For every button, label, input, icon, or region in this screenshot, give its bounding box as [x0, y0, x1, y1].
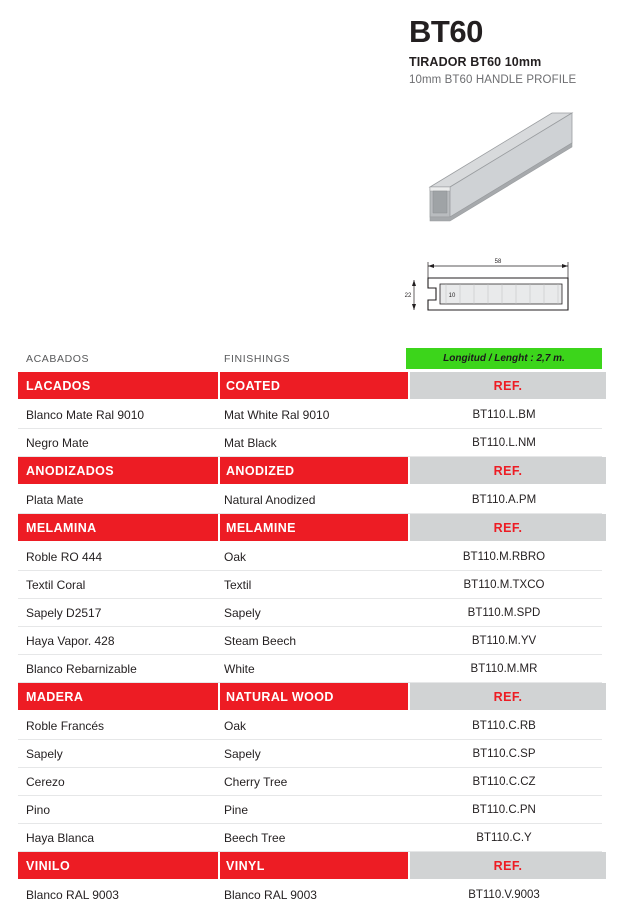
- finish-name-es: Negro Mate: [18, 429, 218, 457]
- category-label-es: MELAMINA: [18, 514, 218, 543]
- finish-name-en: Cherry Tree: [218, 768, 406, 796]
- finish-name-en: Natural Anodized: [218, 486, 406, 514]
- finish-reference: BT110.A.PM: [406, 486, 602, 514]
- category-ref-header: REF.: [408, 852, 606, 881]
- table-row: [18, 429, 610, 457]
- header-text-block: [409, 16, 619, 86]
- table-row: [18, 599, 610, 627]
- finish-reference: BT110.C.RB: [406, 712, 602, 740]
- column-header-es: ACABADOS: [26, 353, 90, 365]
- finish-name-en: Beech Tree: [218, 824, 406, 852]
- finish-name-es: Sapely D2517: [18, 599, 218, 627]
- category-label-en: VINYL: [218, 852, 408, 881]
- length-badge-wrap: [406, 346, 602, 372]
- table-row: [18, 401, 610, 429]
- finish-name-es: Roble RO 444: [18, 543, 218, 571]
- finish-name-es: Sapely: [18, 740, 218, 768]
- table-row: [18, 740, 610, 768]
- finish-name-en: Mat Black: [218, 429, 406, 457]
- finish-name-en: Oak: [218, 712, 406, 740]
- category-row: [18, 683, 610, 712]
- category-ref-header: REF.: [408, 514, 606, 543]
- category-label-en: COATED: [218, 372, 408, 401]
- category-label-es: ANODIZADOS: [18, 457, 218, 486]
- finish-reference: BT110.C.Y: [406, 824, 602, 852]
- finish-name-es: Haya Vapor. 428: [18, 627, 218, 655]
- table-body: [18, 372, 610, 908]
- finish-name-es: Textil Coral: [18, 571, 218, 599]
- finish-reference: BT110.M.MR: [406, 655, 602, 683]
- finish-reference: BT110.L.BM: [406, 401, 602, 429]
- finish-name-es: Blanco Mate Ral 9010: [18, 401, 218, 429]
- finish-reference: BT110.V.9003: [468, 888, 540, 901]
- finish-name-en: Steam Beech: [218, 627, 406, 655]
- finish-reference: BT110.C.PN: [406, 796, 602, 824]
- product-subtitle-es: TIRADOR BT60 10mm: [409, 54, 542, 69]
- category-row: [18, 514, 610, 543]
- category-ref-header: REF.: [408, 457, 606, 486]
- finish-name-es: Blanco Rebarnizable: [18, 655, 218, 683]
- table-row: [18, 543, 610, 571]
- technical-drawing: [400, 248, 600, 336]
- category-ref-header: REF.: [408, 372, 606, 401]
- category-row: [18, 372, 610, 401]
- category-label-es: LACADOS: [18, 372, 218, 401]
- table-row: [18, 796, 610, 824]
- finish-name-en: White: [218, 655, 406, 683]
- finish-name-en: Mat White Ral 9010: [218, 401, 406, 429]
- finish-name-es: Cerezo: [18, 768, 218, 796]
- table-column-headers: [18, 346, 610, 372]
- profile-3d-illustration: [400, 105, 600, 235]
- column-header-en: FINISHINGS: [224, 353, 291, 365]
- dimension-inner-label: 10: [448, 293, 456, 299]
- category-label-en: NATURAL WOOD: [218, 683, 408, 712]
- table-row: [18, 627, 610, 655]
- finish-reference: BT110.C.CZ: [406, 768, 602, 796]
- finish-name-en: Pine: [218, 796, 406, 824]
- finish-name-en: Sapely: [218, 740, 406, 768]
- finish-reference: BT110.M.TXCO: [406, 571, 602, 599]
- finish-reference: BT110.M.YV: [406, 627, 602, 655]
- category-row: [18, 852, 610, 881]
- table-row: [18, 571, 610, 599]
- category-label-es: VINILO: [18, 852, 218, 881]
- page-title: BT60: [409, 14, 483, 49]
- table-row: [18, 712, 610, 740]
- product-header: [0, 0, 628, 340]
- category-row: [18, 457, 610, 486]
- finish-name-es: Pino: [18, 796, 218, 824]
- finish-name-en: Textil: [218, 571, 406, 599]
- table-row: [18, 655, 610, 683]
- finish-reference: BT110.M.RBRO: [406, 543, 602, 571]
- finishings-table: [18, 346, 610, 908]
- finish-name-es: Roble Francés: [18, 712, 218, 740]
- table-row: [18, 768, 610, 796]
- finish-reference: BT110.M.SPD: [406, 599, 602, 627]
- finish-name-es: Haya Blanca: [18, 824, 218, 852]
- finish-name-en: Oak: [218, 543, 406, 571]
- table-row: [18, 881, 610, 908]
- category-label-en: ANODIZED: [218, 457, 408, 486]
- table-row: [18, 824, 610, 852]
- table-row: [18, 486, 610, 514]
- finish-reference: BT110.L.NM: [406, 429, 602, 457]
- category-label-en: MELAMINE: [218, 514, 408, 543]
- finish-name-en: Blanco RAL 9003: [224, 887, 317, 902]
- length-badge: Longitud / Lenght : 2,7 m.: [406, 348, 602, 369]
- finish-reference: BT110.C.SP: [406, 740, 602, 768]
- finish-name-es: Blanco RAL 9003: [26, 887, 119, 902]
- product-subtitle-en: 10mm BT60 HANDLE PROFILE: [409, 73, 577, 86]
- finish-name-en: Sapely: [218, 599, 406, 627]
- dimension-width-label: 58: [494, 259, 502, 265]
- category-label-es: MADERA: [18, 683, 218, 712]
- finish-name-es: Plata Mate: [18, 486, 218, 514]
- dimension-height-label: 22: [404, 293, 412, 299]
- category-ref-header: REF.: [408, 683, 606, 712]
